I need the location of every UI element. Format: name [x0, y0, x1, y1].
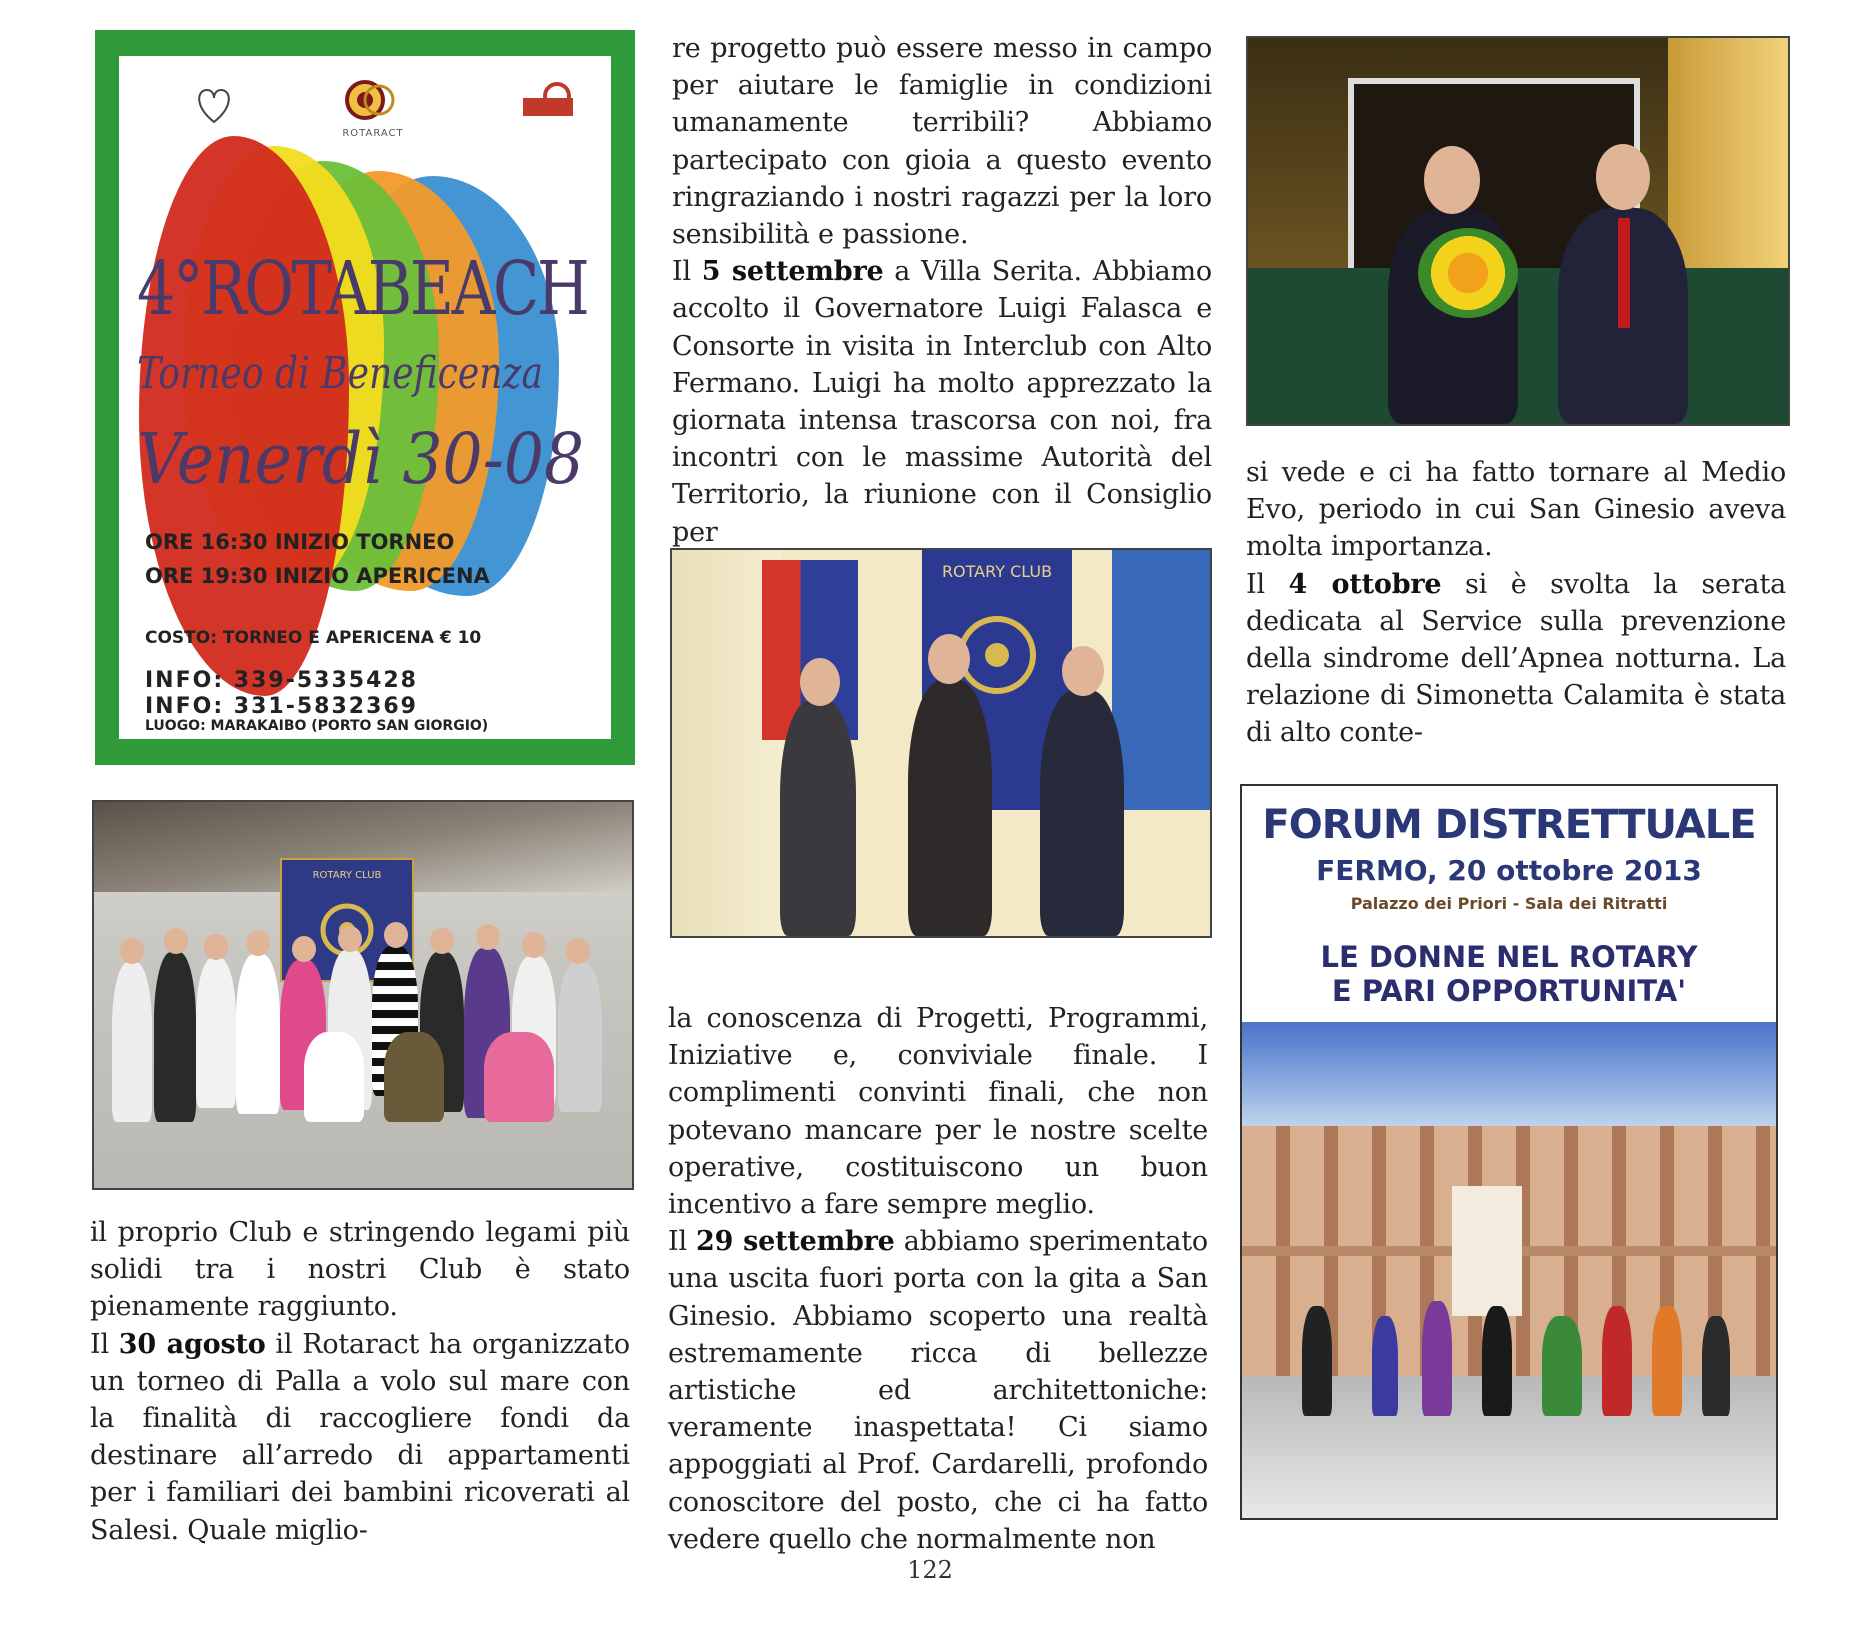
- column-1-text: [90, 1214, 630, 1549]
- forum-headline-1: LE DONNE NEL ROTARY: [1320, 940, 1698, 974]
- table-cloth: [1248, 268, 1788, 424]
- woman-figure: [1542, 1316, 1582, 1416]
- poster-title: 4°ROTABEACH: [137, 246, 588, 332]
- paragraph-text: abbiamo sperimentato una uscita fuori porta con la gita a San Ginesio. Abbiamo scoperto una realtà estremamente ricca di bellezze artistiche ed architettoniche: veramente inaspettata! Ci siamo appoggiati al Prof. Cardarelli, profondo conoscitore del posto, che ci ha fatto vedere quello che normalmente non: [668, 1226, 1208, 1555]
- red-tie: [1618, 218, 1630, 328]
- head: [928, 634, 970, 684]
- paragraph-text: re progetto può essere messo in campo per aiutare le famiglie in condizioni umanamente terribili? Abbiamo partecipato con gioia a questo evento ringraziando i nostri ragazzi per la loro sensibilità e passione.: [672, 33, 1212, 251]
- ceremony-photo: [670, 548, 1212, 938]
- column-3-text: [1246, 454, 1786, 752]
- column-2-bottom-text: [668, 1000, 1208, 1558]
- rotaract-logo-icon: [341, 78, 397, 126]
- woman-figure: [1482, 1306, 1512, 1416]
- rotaract-logo-label: ROTARACT: [342, 128, 404, 139]
- paragraph: [672, 253, 1212, 551]
- paragraph-text: Il: [90, 1328, 119, 1360]
- paragraph-text: Il: [668, 1226, 696, 1258]
- poster-location: LUOGO: MARAKAIBO (PORTO SAN GIORGIO): [145, 718, 489, 734]
- woman-figure: [1602, 1306, 1632, 1416]
- forum-title: FORUM DISTRETTUALE: [1262, 802, 1756, 848]
- poster-time-apericena: ORE 19:30 INIZIO APERICENA: [145, 564, 490, 588]
- column-2-top-text: [672, 30, 1212, 551]
- poster-silhouette: [139, 136, 349, 696]
- poster-inner: [119, 56, 611, 739]
- crowd: [104, 932, 624, 1132]
- poster-time-tournament: ORE 16:30 INIZIO TORNEO: [145, 530, 455, 554]
- forum-distrettuale-poster: [1240, 784, 1778, 1520]
- head: [800, 658, 840, 706]
- woman-figure: [1372, 1316, 1398, 1416]
- paragraph: [90, 1214, 630, 1326]
- poster-info-2: INFO: 331-5832369: [145, 694, 418, 719]
- man-figure: [908, 680, 992, 936]
- forum-headline-2: E PARI OPPORTUNITA': [1331, 974, 1687, 1008]
- rotary-banner-label: ROTARY CLUB: [941, 562, 1053, 581]
- paragraph: [672, 30, 1212, 253]
- award-photo: [1246, 36, 1790, 426]
- date-highlight: 30 agosto: [118, 1328, 266, 1360]
- head: [1062, 646, 1104, 696]
- paragraph-text: il Rotaract ha organizzato un torneo di Palla a volo sul mare con la finalità di raccogliere fondi da destinare all’arredo di appartamenti per i familiari dei bambini ricoverati al Salesi. Quale miglio-: [90, 1328, 630, 1546]
- paragraph: [90, 1326, 630, 1549]
- paragraph-text: si è svolta la serata dedicata al Service sulla prevenzione della sindrome dell’Apnea notturna. La relazione di Simonetta Calamita è stata di alto conte-: [1246, 568, 1786, 749]
- date-highlight: 29 settembre: [696, 1226, 895, 1258]
- forum-date: FERMO, 20 ottobre 2013: [1316, 854, 1702, 887]
- man-figure: [1040, 690, 1124, 936]
- woman-figure: [1422, 1301, 1452, 1416]
- paragraph: [668, 1223, 1208, 1558]
- rotary-banner-blue: [1112, 550, 1210, 810]
- page-number: 122: [907, 1556, 953, 1584]
- date-highlight: 4 ottobre: [1288, 568, 1442, 600]
- paragraph-text: la conoscenza di Progetti, Programmi, Iniziative e, conviviale finale. I complimenti convinti finali, che non potevano mancare per le nostre scelte operative, costituiscono un buon incentivo a fare sempre meglio.: [668, 1003, 1208, 1221]
- woman-figure: [1302, 1306, 1332, 1416]
- forum-venue: Palazzo dei Priori - Sala dei Ritratti: [1350, 894, 1668, 913]
- woman-figure: [1652, 1306, 1682, 1416]
- paragraph-text: a Villa Serita. Abbiamo accolto il Governatore Luigi Falasca e Consorte in visita in Interclub con Alto Fermano. Luigi ha molto apprezzato la giornata intensa trascorsa con noi, fra incontri con le massime Autorità del Territorio, la riunione con il Consiglio per: [672, 256, 1212, 548]
- paragraph-text: si vede e ci ha fatto tornare al Medio Evo, periodo in cui San Ginesio aveva molta importanza.: [1246, 457, 1786, 563]
- head: [1424, 146, 1480, 214]
- paragraph: [1246, 454, 1786, 566]
- poster-date: Venerdì 30-08: [137, 418, 585, 500]
- head: [1596, 144, 1650, 210]
- paragraph-text: Il: [1246, 568, 1289, 600]
- flower-bouquet: [1418, 228, 1518, 318]
- poster-subtitle: Torneo di Beneficenza: [137, 348, 543, 399]
- rotabeach-poster: [95, 30, 635, 765]
- statue: [1452, 1186, 1522, 1316]
- rotary-banner-label: ROTARY CLUB: [312, 870, 382, 881]
- group-beach-photo: [92, 800, 634, 1190]
- sponsor-logo-icon: [519, 78, 589, 126]
- paragraph-text: Il: [672, 256, 702, 288]
- poster-cost: COSTO: TORNEO E APERICENA € 10: [145, 628, 482, 648]
- woman-figure: [1702, 1316, 1730, 1416]
- paragraph-text: il proprio Club e stringendo legami più solidi tra i nostri Club è stato pienamente raggiunto.: [90, 1217, 630, 1323]
- poster-info-1: INFO: 339-5335428: [145, 668, 418, 693]
- date-highlight: 5 settembre: [701, 256, 884, 288]
- paragraph: [668, 1000, 1208, 1223]
- paragraph: [1246, 566, 1786, 752]
- heart-logo-icon: [189, 78, 239, 128]
- man-figure: [780, 700, 856, 936]
